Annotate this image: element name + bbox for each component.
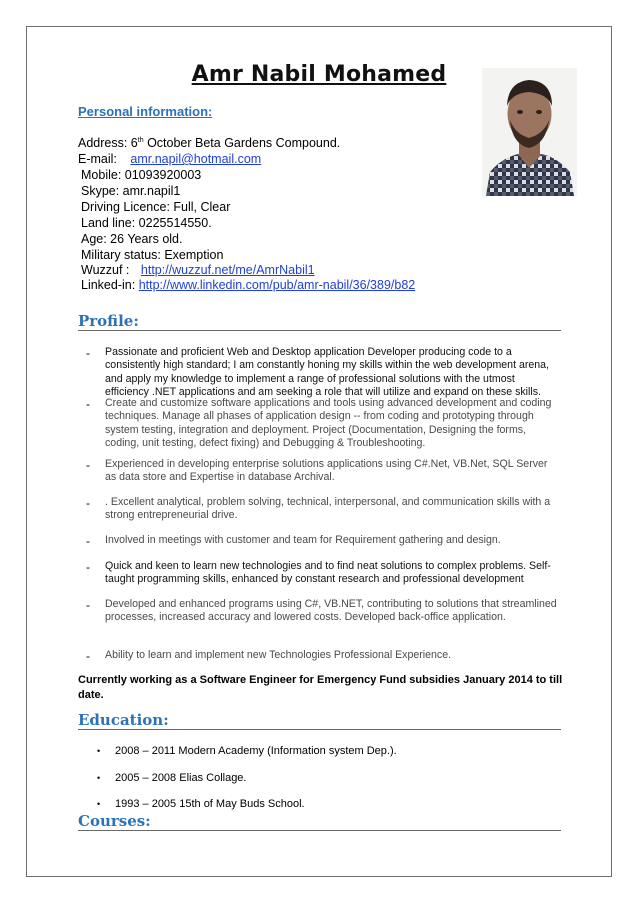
address-value: October Beta Gardens Compound. (143, 136, 341, 150)
linkedin-label: Linked-in: (81, 278, 136, 292)
dash-marker: - (86, 560, 90, 574)
age-line: Age: 26 Years old. (81, 232, 183, 246)
profile-bullet-text: Passionate and proficient Web and Desktop application Developer producing code to a consistently high standard; I am constantly honing my skills within the web development arena, and apply my knowledge to implement a range of professional solutions with the utmost efficiency .NET applications and am seeking a role that will utilize and expand on these skills. (105, 346, 549, 399)
wuzzuf-link[interactable]: http://wuzzuf.net/me/AmrNabil1 (140, 263, 315, 277)
dash-marker: - (86, 397, 90, 411)
dash-marker: - (86, 598, 90, 612)
dash-marker: - (86, 496, 90, 510)
email-label: E-mail: (78, 152, 117, 166)
dash-marker: - (86, 534, 90, 548)
bullet-dot: • (97, 746, 101, 756)
education-rule (78, 729, 561, 730)
military-line: Military status: Exemption (81, 248, 224, 262)
profile-heading: Profile: (78, 312, 139, 330)
courses-heading: Courses: (78, 812, 151, 830)
bullet-dot: • (97, 773, 101, 783)
education-item-2 (97, 772, 246, 784)
personal-info-heading: Personal information: (78, 104, 213, 119)
profile-bullet-text: Involved in meetings with customer and team for Requirement gathering and design. (105, 534, 501, 546)
profile-bullet-text: Developed and enhanced programs using C#, VB.NET, contributing to solutions that streamlined processes, increased accuracy and lowered costs. Developed back-office application. (105, 598, 557, 624)
resume-name-title: Amr Nabil Mohamed (191, 62, 447, 87)
wuzzuf-line (81, 263, 315, 277)
email-line (78, 152, 261, 166)
current-position: Currently working as a Software Engineer for Emergency Fund subsidies January 2014 to till date. (78, 674, 563, 701)
education-heading: Education: (78, 711, 169, 729)
education-item-text: 1993 – 2005 15th of May Buds School. (115, 798, 305, 810)
skype-line: Skype: amr.napil1 (81, 184, 181, 198)
profile-bullet-text: Create and customize software applications and tools using advanced development and coding techniques. Manage all phases of application design -- from coding and prototyping through system testing, integration and deployment. Project (Documentation, Designing the forms, coding, unit testing, defect fixing) and Debugging & Troubleshooting. (105, 397, 552, 450)
profile-photo (482, 68, 577, 196)
dash-marker: - (86, 649, 90, 663)
courses-rule (78, 830, 561, 831)
profile-bullet-text: Ability to learn and implement new Technologies Professional Experience. (105, 649, 452, 661)
email-link[interactable]: amr.napil@hotmail.com (130, 152, 262, 166)
dash-marker: - (86, 346, 90, 360)
landline-line: Land line: 0225514550. (81, 216, 212, 230)
address-sup: th (137, 136, 144, 144)
dash-marker: - (86, 458, 90, 472)
profile-bullet-text: Experienced in developing enterprise solutions applications using C#.Net, VB.Net, SQL Server as data store and Expertise in database Archival. (105, 458, 548, 484)
address-label: Address: 6 (78, 136, 138, 150)
linkedin-line (81, 278, 415, 292)
wuzzuf-label: Wuzzuf : (81, 263, 130, 277)
bullet-dot: • (97, 799, 101, 809)
profile-rule (78, 330, 561, 331)
education-item-text: 2005 – 2008 Elias Collage. (115, 772, 247, 784)
education-item-text: 2008 – 2011 Modern Academy (Information system Dep.). (115, 745, 397, 757)
driving-line: Driving Licence: Full, Clear (81, 200, 231, 214)
mobile-line: Mobile: 01093920003 (81, 168, 202, 182)
profile-bullet-text: Quick and keen to learn new technologies and to find neat solutions to complex problems. Self-taught programming skills, enhanced by constant research and professional development (105, 560, 551, 586)
profile-bullet-text: . Excellent analytical, problem solving, technical, interpersonal, and communication skills with a strong entrepreneurial drive. (105, 496, 551, 522)
linkedin-link[interactable]: http://www.linkedin.com/pub/amr-nabil/36/389/b82 (138, 278, 416, 292)
education-item-3 (97, 798, 305, 810)
education-item-1 (97, 745, 397, 757)
address-line (78, 136, 340, 150)
